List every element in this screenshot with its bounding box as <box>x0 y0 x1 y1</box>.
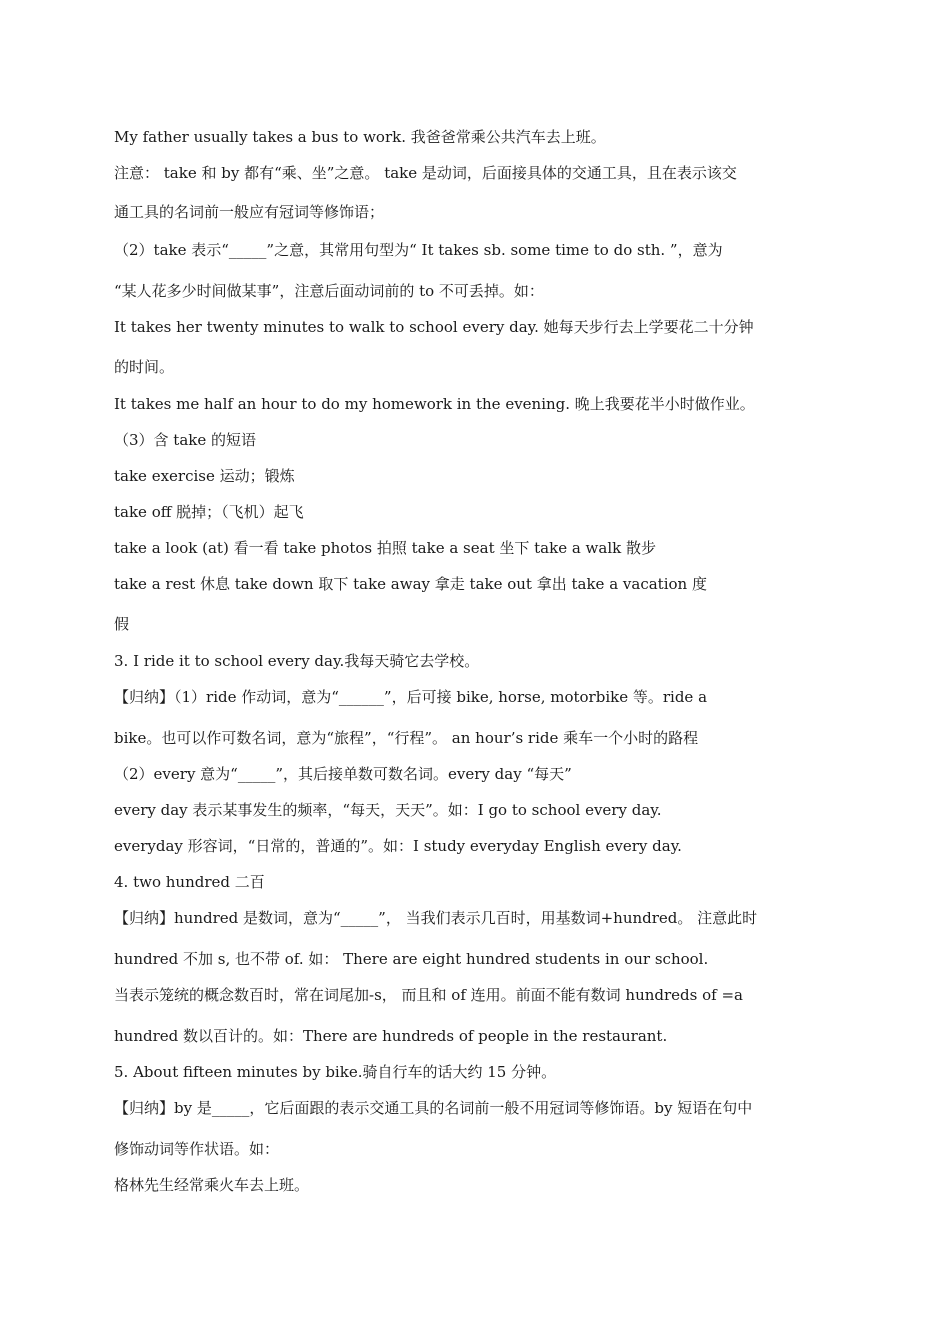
text-line-15: 3. I ride it to school every day.我每天骑它去学校。 <box>114 652 480 670</box>
text-line-13: take a rest 休息 take down 取下 take away 拿走 take out 拿出 take a vacation 度 <box>114 575 707 593</box>
text-line-11: take off 脱掉；（飞机）起飞 <box>114 503 304 521</box>
text-line-20: everyday 形容词，“日常的，普通的”。如：I study everyday English every day. <box>114 837 682 855</box>
text-line-3: 通工具的名词前一般应有冠词等修饰语； <box>114 203 385 221</box>
text-line-2: 注意： take 和 by 都有“乘、坐”之意。 take 是动词，后面接具体的交通工具，且在表示该交 <box>114 164 737 182</box>
text-line-7: 的时间。 <box>114 358 175 376</box>
text-line-24: 当表示笼统的概念数百时，常在词尾加-s， 而且和 of 连用。前面不能有数词 hundreds of =a <box>114 986 743 1004</box>
text-line-5: “某人花多少时间做某事”，注意后面动词前的 to 不可丢掉。如： <box>114 282 544 300</box>
text-line-16: 【归纳】（1）ride 作动词，意为“______”，后可接 bike, horse, motorbike 等。ride a <box>114 688 708 706</box>
text-line-29: 格林先生经常乘火车去上班。 <box>114 1176 310 1194</box>
text-line-1: My father usually takes a bus to work. 我爸爸常乘公共汽车去上班。 <box>114 128 606 146</box>
text-line-17: bike。也可以作可数名词，意为“旅程”，“行程”。 an hour’s ride 乘车一个小时的路程 <box>114 729 699 747</box>
text-line-14: 假 <box>114 615 130 633</box>
text-line-23: hundred 不加 s, 也不带 of. 如： There are eight hundred students in our school. <box>114 950 709 968</box>
text-line-9: （3）含 take 的短语 <box>114 431 257 449</box>
text-line-26: 5. About fifteen minutes by bike.骑自行车的话大约 15 分钟。 <box>114 1063 557 1081</box>
text-line-10: take exercise 运动；锻炼 <box>114 467 295 485</box>
text-line-18: （2）every 意为“_____”，其后接单数可数名词。every day “每天” <box>114 765 572 783</box>
text-line-19: every day 表示某事发生的频率，“每天，天天”。如：I go to school every day. <box>114 801 662 819</box>
text-line-28: 修饰动词等作状语。如： <box>114 1140 280 1158</box>
text-line-21: 4. two hundred 二百 <box>114 873 265 891</box>
text-line-25: hundred 数以百计的。如：There are hundreds of people in the restaurant. <box>114 1027 668 1045</box>
text-line-6: It takes her twenty minutes to walk to school every day. 她每天步行去上学要花二十分钟 <box>114 318 754 336</box>
text-line-8: It takes me half an hour to do my homework in the evening. 晚上我要花半小时做作业。 <box>114 395 755 413</box>
text-line-27: 【归纳】by 是_____，它后面跟的表示交通工具的名词前一般不用冠词等修饰语。by 短语在句中 <box>114 1099 753 1117</box>
text-line-4: （2）take 表示“_____”之意，其常用句型为“ It takes sb. some time to do sth. ”，意为 <box>114 241 723 259</box>
text-line-12: take a look (at) 看一看 take photos 拍照 take a seat 坐下 take a walk 散步 <box>114 539 656 557</box>
text-line-22: 【归纳】hundred 是数词，意为“_____”， 当我们表示几百时，用基数词+hundred。 注意此时 <box>114 909 758 927</box>
